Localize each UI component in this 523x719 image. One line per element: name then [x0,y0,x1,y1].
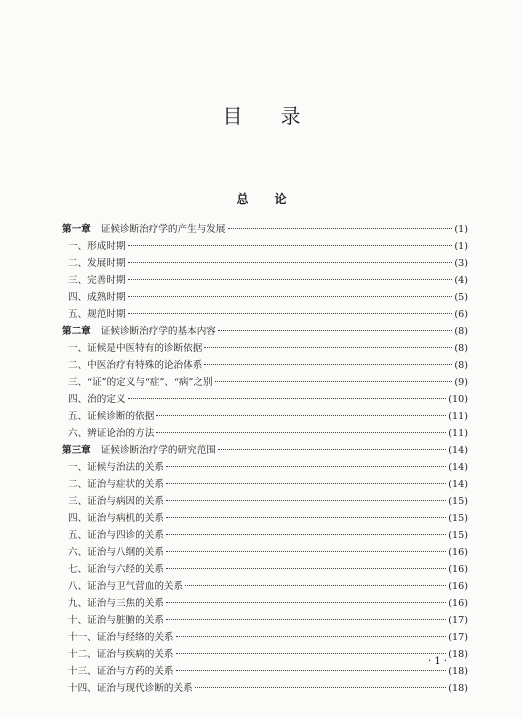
toc-page-number: (18) [448,649,468,660]
toc-item-row [62,595,468,612]
toc-page-number: (10) [448,394,468,405]
toc-entry-label: 十、证治与脏腑的关系 [68,615,164,626]
toc-entry-label: 七、证治与六经的关系 [68,564,164,575]
toc-page-number: (3) [454,258,468,269]
toc-page-number: (16) [448,564,468,575]
toc-item-row [62,374,468,391]
leader-dots [166,517,446,518]
leader-dots [128,313,453,314]
leader-dots [128,262,453,263]
toc-entry-label: 五、规范时期 [68,309,126,320]
toc-entry-label: 五、证治与四诊的关系 [68,530,164,541]
leader-dots [204,364,452,365]
toc-page-number: (8) [454,326,468,337]
toc-item-row [62,306,468,323]
toc-entry-label: 十一、证治与经络的关系 [68,632,174,643]
leader-dots [228,228,453,229]
leader-dots [166,551,446,552]
toc-page-number: (14) [448,462,468,473]
toc-entry-label: 十四、证治与现代诊断的关系 [68,683,193,694]
toc-item-row [62,408,468,425]
toc-entry-label: 三、证治与病因的关系 [68,496,164,507]
toc-page-number: (16) [448,598,468,609]
toc-entry-label [62,221,226,238]
toc-page-number: (15) [448,496,468,507]
leader-dots [215,381,453,382]
toc-page-number: (14) [448,445,468,456]
toc-page-number: (1) [454,241,468,252]
chapter-number: 第一章 [62,224,91,235]
title-char-left: 目 [222,104,243,128]
toc-item-row [62,340,468,357]
toc-item-row [62,646,468,663]
leader-dots [156,432,446,433]
toc-item-row [62,527,468,544]
leader-dots [166,500,446,501]
toc-page-number: (6) [454,309,468,320]
toc-page-number: (8) [454,360,468,371]
leader-dots [176,653,447,654]
toc-item-row [62,680,468,697]
toc-item-row [62,272,468,289]
leader-dots [166,483,446,484]
toc-page-number: (16) [448,547,468,558]
toc-page-number: (11) [448,428,468,439]
leader-dots [166,466,446,467]
toc-page-number: (4) [454,275,468,286]
toc-item-row [62,612,468,629]
toc-page-number: (11) [448,411,468,422]
leader-dots [204,347,452,348]
leader-dots [195,687,447,688]
toc-item-row [62,425,468,442]
toc-item-row [62,510,468,527]
leader-dots [166,568,446,569]
toc-page-number: (18) [448,666,468,677]
toc-entry-label: 十三、证治与方药的关系 [68,666,174,677]
section-char-right: 论 [274,192,287,206]
toc-page-number: (8) [454,343,468,354]
toc-item-row [62,663,468,680]
toc-item-row [62,391,468,408]
leader-dots [218,449,446,450]
toc-entry-label: 一、证候是中医特有的诊断依据 [68,343,203,354]
toc-chapter-row [62,323,468,340]
toc-item-row [62,255,468,272]
toc-page-number: (17) [448,632,468,643]
toc-item-row [62,476,468,493]
toc-item-row [62,357,468,374]
toc-page-number: (18) [448,683,468,694]
toc-entry-label: 五、证候诊断的依据 [68,411,155,422]
toc-entry-label: 三、完善时期 [68,275,126,286]
toc-page-number: (1) [454,224,468,235]
chapter-number: 第三章 [62,445,91,456]
leader-dots [128,398,447,399]
toc-page-number: (17) [448,615,468,626]
chapter-number: 第二章 [62,326,91,337]
toc-page-number: (15) [448,513,468,524]
title-char-right: 录 [280,104,301,128]
toc-entry-label: 六、证治与八纲的关系 [68,547,164,558]
toc-item-row [62,561,468,578]
toc-chapter-row [62,221,468,238]
toc-page-number: (14) [448,479,468,490]
leader-dots [166,602,446,603]
toc-page-number: (15) [448,530,468,541]
toc-entry-label: 四、成熟时期 [68,292,126,303]
toc-entry-label: 三、“证”的定义与“症”、“病”之别 [68,377,213,388]
toc-entry-label: 六、辨证论治的方法 [68,428,155,439]
leader-dots [176,636,447,637]
chapter-title: 证候诊断治疗学的研究范围 [100,445,216,456]
toc-item-row [62,238,468,255]
chapter-title: 证候诊断治疗学的产生与发展 [100,224,226,235]
toc-entry-label: 八、证治与卫气营血的关系 [68,581,184,592]
toc-item-row [62,629,468,646]
leader-dots [128,296,453,297]
toc-entry-label: 一、证候与治法的关系 [68,462,164,473]
section-heading [0,190,523,207]
toc-item-row [62,544,468,561]
toc-entry-label: 二、中医治疗有特殊的论治体系 [68,360,203,371]
toc-entry-label [62,442,216,459]
toc-chapter-row [62,442,468,459]
leader-dots [176,670,447,671]
section-char-left: 总 [236,192,249,206]
toc-entry-label: 十二、证治与疾病的关系 [68,649,174,660]
toc-entry-label: 九、证治与三焦的关系 [68,598,164,609]
leader-dots [218,330,453,331]
toc-entry-label: 四、治的定义 [68,394,126,405]
toc-entry-label: 二、发展时期 [68,258,126,269]
toc-page-number: (9) [454,377,468,388]
leader-dots [166,534,446,535]
toc-item-row [62,289,468,306]
table-of-contents [62,221,468,697]
toc-page-number: (16) [448,581,468,592]
toc-entry-label: 一、形成时期 [68,241,126,252]
leader-dots [156,415,446,416]
toc-entry-label [62,323,216,340]
toc-entry-label: 四、证治与病机的关系 [68,513,164,524]
leader-dots [185,585,446,586]
chapter-title: 证候诊断治疗学的基本内容 [100,326,216,337]
leader-dots [128,279,453,280]
page-title [0,100,523,129]
page-number: · 1 · [428,656,448,667]
leader-dots [166,619,446,620]
toc-page-number: (5) [454,292,468,303]
toc-item-row [62,459,468,476]
leader-dots [128,245,453,246]
toc-item-row [62,493,468,510]
toc-entry-label: 二、证治与症状的关系 [68,479,164,490]
toc-item-row [62,578,468,595]
